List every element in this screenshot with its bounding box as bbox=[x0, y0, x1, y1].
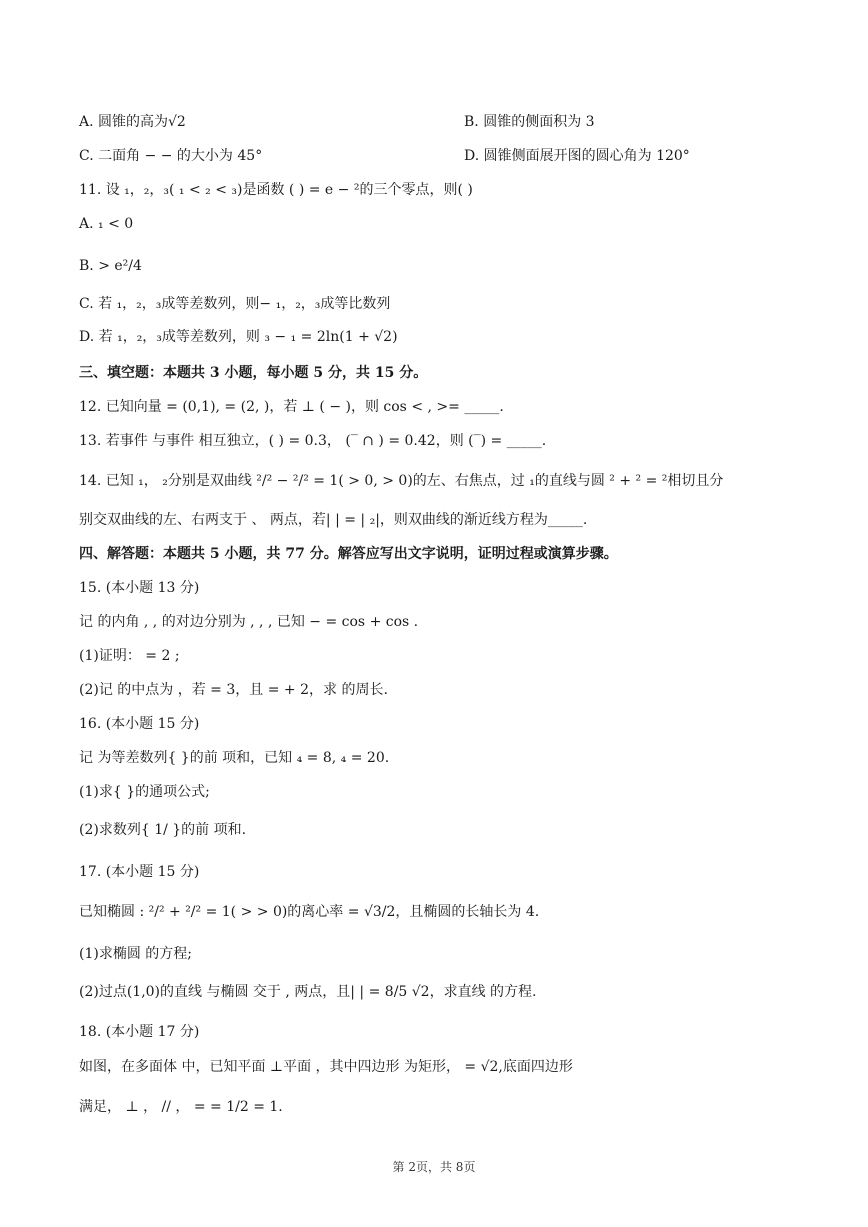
text-line-sec4: 四、解答题：本题共 5 小题，共 77 分。解答应写出文字说明，证明过程或演算步骤。 bbox=[79, 546, 618, 562]
q10-options-ab bbox=[79, 112, 595, 132]
text-line-q12: 12. 已知向量 = (0,1), = (2, )，若 ⊥ ( − )，则 cos < , >= _____. bbox=[79, 399, 504, 415]
q10-option-d: D. 圆锥侧面展开图的圆心角为 120° bbox=[464, 148, 690, 164]
q10-option-a: A. 圆锥的高为√2 bbox=[79, 114, 186, 130]
text-line-q11b: B. > e²/4 bbox=[79, 258, 142, 274]
text-line-sec3: 三、填空题：本题共 3 小题，每小题 5 分，共 15 分。 bbox=[79, 365, 428, 381]
text-line-q18a: 如图，在多面体 中，已知平面 ⊥平面 ，其中四边形 为矩形， = √2,底面四边形 bbox=[79, 1059, 573, 1075]
text-line-q17h: 17. (本小题 15 分) bbox=[79, 864, 200, 880]
text-line-q17-1: (1)求椭圆 的方程; bbox=[79, 946, 192, 962]
text-line-q14a: 14. 已知 ₁， ₂分别是双曲线 ²/² − ²/² = 1( > 0, > 0)的左、右焦点，过 ₁的直线与圆 ² + ² = ²相切且分 bbox=[79, 473, 724, 489]
text-line-q15-2: (2)记 的中点为 ，若 = 3，且 = + 2，求 的周长. bbox=[79, 682, 388, 698]
text-line-q17-2: (2)过点(1,0)的直线 与椭圆 交于 , 两点，且| | = 8/5 √2，求直线 的方程. bbox=[79, 984, 537, 1000]
text-line-q14b: 别交双曲线的左、右两支于 、 两点，若| | = | ₂|，则双曲线的渐近线方程为_____. bbox=[79, 512, 588, 528]
q10-options-cd bbox=[79, 146, 690, 166]
q10-option-b: B. 圆锥的侧面积为 3 bbox=[464, 114, 595, 130]
text-line-q13: 13. 若事件 与事件 相互独立，( ) = 0.3， (‾ ∩ ) = 0.42，则 (‾) = _____. bbox=[79, 433, 547, 449]
text-line-q15: 记 的内角 , , 的对边分别为 , , , 已知 − = cos + cos . bbox=[79, 614, 419, 630]
text-line-q11a: A. ₁ < 0 bbox=[79, 216, 134, 232]
text-line-q17: 已知椭圆 : ²/² + ²/² = 1( > > 0)的离心率 = √3/2，且椭圆的长轴长为 4. bbox=[79, 904, 540, 920]
text-line-q11c: C. 若 ₁，₂，₃成等差数列，则− ₁，₂，₃成等比数列 bbox=[79, 296, 391, 312]
text-line-q18b: 满足， ⊥ ， // ， = = 1/2 = 1. bbox=[79, 1099, 283, 1115]
text-line-q16: 记 为等差数列{ }的前 项和，已知 ₄ = 8, ₄ = 20. bbox=[79, 750, 390, 766]
text-line-q16-1: (1)求{ }的通项公式; bbox=[79, 784, 210, 800]
text-line-q15-1: (1)证明： = 2 ; bbox=[79, 648, 180, 664]
text-line-q11d: D. 若 ₁，₂，₃成等差数列，则 ₃ − ₁ = 2ln(1 + √2) bbox=[79, 329, 398, 345]
text-line-q16h: 16. (本小题 15 分) bbox=[79, 716, 200, 732]
text-line-q16-2: (2)求数列{ 1/ }的前 项和. bbox=[79, 822, 247, 838]
page-footer: 第 2页，共 8页 bbox=[392, 1160, 476, 1174]
text-line-q18h: 18. (本小题 17 分) bbox=[79, 1024, 200, 1040]
text-line-q15h: 15. (本小题 13 分) bbox=[79, 580, 200, 596]
q10-option-c: C. 二面角 − − 的大小为 45° bbox=[79, 148, 263, 164]
text-line-q11: 11. 设 ₁，₂，₃( ₁ < ₂ < ₃)是函数 ( ) = e − ²的三个零点，则( ) bbox=[79, 182, 473, 198]
